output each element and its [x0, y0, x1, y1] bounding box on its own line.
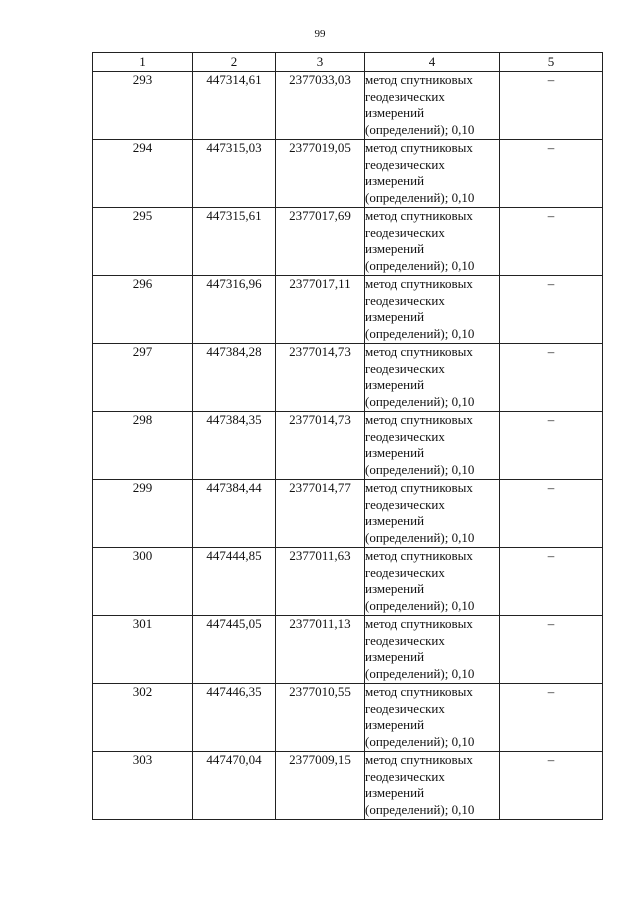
- table-row: [93, 412, 603, 480]
- coordinate-y: 2377033,03: [276, 72, 365, 140]
- table-row: [93, 72, 603, 140]
- coordinate-x: 447315,61: [193, 208, 276, 276]
- table-row: [93, 208, 603, 276]
- header-col-1: 1: [93, 53, 193, 72]
- coordinate-x: 447444,85: [193, 548, 276, 616]
- coordinate-y: 2377017,11: [276, 276, 365, 344]
- coordinate-y: 2377011,63: [276, 548, 365, 616]
- note-cell: –: [500, 412, 603, 480]
- note-cell: –: [500, 752, 603, 820]
- note-cell: –: [500, 480, 603, 548]
- page-number: 99: [314, 28, 326, 40]
- coordinate-x: 447314,61: [193, 72, 276, 140]
- note-cell: –: [500, 208, 603, 276]
- method-accuracy: метод спутниковых геодезических измерений (определений); 0,10: [365, 480, 500, 548]
- header-col-4: 4: [365, 53, 500, 72]
- table-row: [93, 480, 603, 548]
- method-accuracy: метод спутниковых геодезических измерений (определений); 0,10: [365, 548, 500, 616]
- point-number: 294: [93, 140, 193, 208]
- method-accuracy: метод спутниковых геодезических измерений (определений); 0,10: [365, 616, 500, 684]
- coordinate-x: 447470,04: [193, 752, 276, 820]
- method-accuracy: метод спутниковых геодезических измерений (определений); 0,10: [365, 72, 500, 140]
- method-accuracy: метод спутниковых геодезических измерений (определений); 0,10: [365, 208, 500, 276]
- point-number: 303: [93, 752, 193, 820]
- coordinate-x: 447384,35: [193, 412, 276, 480]
- point-number: 300: [93, 548, 193, 616]
- table-row: [93, 140, 603, 208]
- table-row: [93, 548, 603, 616]
- coordinate-y: 2377014,77: [276, 480, 365, 548]
- point-number: 299: [93, 480, 193, 548]
- point-number: 293: [93, 72, 193, 140]
- table-row: [93, 616, 603, 684]
- note-cell: –: [500, 344, 603, 412]
- coordinate-y: 2377014,73: [276, 412, 365, 480]
- coordinate-y: 2377019,05: [276, 140, 365, 208]
- method-accuracy: метод спутниковых геодезических измерений (определений); 0,10: [365, 684, 500, 752]
- coordinates-table: [92, 52, 603, 820]
- table-row: [93, 684, 603, 752]
- method-accuracy: метод спутниковых геодезических измерений (определений); 0,10: [365, 344, 500, 412]
- header-col-5: 5: [500, 53, 603, 72]
- method-accuracy: метод спутниковых геодезических измерений (определений); 0,10: [365, 752, 500, 820]
- method-accuracy: метод спутниковых геодезических измерений (определений); 0,10: [365, 276, 500, 344]
- table-row: [93, 752, 603, 820]
- coordinate-y: 2377014,73: [276, 344, 365, 412]
- table-row: [93, 276, 603, 344]
- coordinate-y: 2377009,15: [276, 752, 365, 820]
- method-accuracy: метод спутниковых геодезических измерений (определений); 0,10: [365, 140, 500, 208]
- coordinate-y: 2377010,55: [276, 684, 365, 752]
- note-cell: –: [500, 548, 603, 616]
- note-cell: –: [500, 140, 603, 208]
- header-col-2: 2: [193, 53, 276, 72]
- coordinate-y: 2377017,69: [276, 208, 365, 276]
- point-number: 295: [93, 208, 193, 276]
- coordinate-x: 447315,03: [193, 140, 276, 208]
- point-number: 296: [93, 276, 193, 344]
- table-row: [93, 344, 603, 412]
- coordinate-x: 447316,96: [193, 276, 276, 344]
- coordinate-x: 447384,44: [193, 480, 276, 548]
- note-cell: –: [500, 276, 603, 344]
- note-cell: –: [500, 616, 603, 684]
- point-number: 301: [93, 616, 193, 684]
- coordinate-x: 447384,28: [193, 344, 276, 412]
- point-number: 298: [93, 412, 193, 480]
- table-header-row: [93, 53, 603, 72]
- coordinate-x: 447446,35: [193, 684, 276, 752]
- table-body: [93, 72, 603, 820]
- point-number: 297: [93, 344, 193, 412]
- coordinate-y: 2377011,13: [276, 616, 365, 684]
- point-number: 302: [93, 684, 193, 752]
- method-accuracy: метод спутниковых геодезических измерений (определений); 0,10: [365, 412, 500, 480]
- note-cell: –: [500, 72, 603, 140]
- coordinate-x: 447445,05: [193, 616, 276, 684]
- header-col-3: 3: [276, 53, 365, 72]
- note-cell: –: [500, 684, 603, 752]
